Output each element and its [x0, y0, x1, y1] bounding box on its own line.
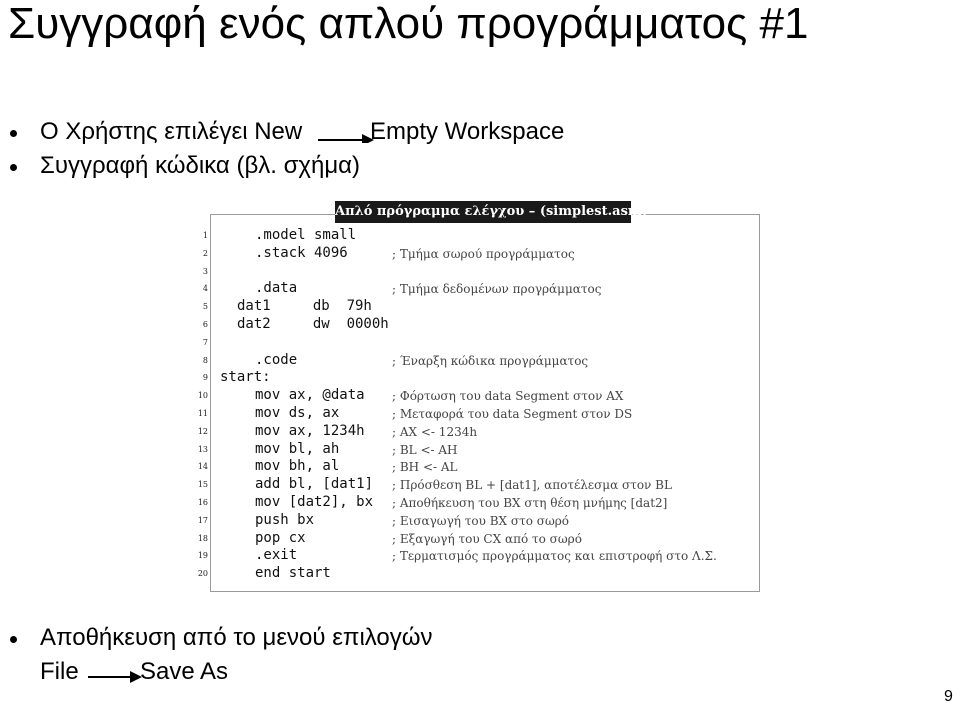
code-line: .stack 4096 — [255, 244, 348, 261]
menu-save-as: Save As — [140, 658, 229, 685]
code-line: mov bl, ah — [255, 440, 340, 457]
code-line: dat2 dw 0000h — [237, 316, 389, 332]
code-line: pop cx — [255, 529, 306, 546]
bullet-target: Empty Workspace — [370, 118, 565, 145]
line-number: 8 — [202, 355, 208, 365]
page-number: 9 — [944, 688, 953, 705]
line-number: 6 — [202, 320, 208, 329]
slide-title: Συγγραφή ενός απλού προγράμματος #1 — [8, 0, 809, 48]
line-number: 14 — [197, 462, 208, 472]
code-comment: ; Εισαγωγή του BX στο σωρό — [392, 513, 570, 528]
line-number: 9 — [202, 373, 208, 383]
arrow-right-icon — [318, 123, 374, 143]
code-line: push bx — [255, 511, 315, 528]
bullet-text: Αποθήκευση από το μενού επιλογών — [40, 624, 433, 651]
line-number: 1 — [202, 231, 208, 240]
line-number: 7 — [202, 337, 208, 347]
line-number: 13 — [197, 444, 208, 454]
code-comment: ; Τμήμα σωρού προγράμματος — [392, 246, 575, 261]
arrow-right-icon — [88, 663, 142, 683]
line-number: 15 — [197, 480, 208, 490]
code-comment: ; Φόρτωση του data Segment στον AX — [392, 389, 624, 404]
line-number: 5 — [202, 302, 208, 312]
figure-title: Απλό πρόγραμμα ελέγχου – (simplest.asm) — [335, 201, 631, 223]
code-line: .exit — [255, 547, 298, 564]
bullet-dot — [10, 164, 17, 171]
line-number: 16 — [197, 498, 208, 507]
code-line: .code — [255, 351, 298, 368]
code-line: mov ax, @data — [255, 387, 365, 404]
code-line: start: — [220, 369, 271, 386]
code-comment: ; AX <- 1234h — [392, 424, 478, 439]
code-line: dat1 db 79h — [237, 298, 372, 315]
code-line: .model small — [255, 227, 357, 243]
code-comment: ; Τερματισμός προγράμματος και επιστροφή στο Λ.Σ. — [392, 549, 717, 564]
line-number: 11 — [197, 409, 208, 418]
bullet-text: Συγγραφή κώδικα (βλ. σχήμα) — [40, 152, 361, 179]
code-line: .data — [255, 280, 298, 297]
code-comment: ; Πρόσθεση BL + [dat1], αποτέλεσμα στον BL — [392, 478, 672, 493]
code-comment: ; BL <- AH — [392, 442, 458, 457]
code-line: mov ds, ax — [255, 405, 340, 421]
code-comment: ; Αποθήκευση του BX στη θέση μνήμης [dat2] — [392, 496, 668, 510]
code-comment: ; Εξαγωγή του CX από το σωρό — [392, 531, 582, 546]
line-number: 20 — [197, 569, 208, 579]
bullet-dot — [10, 130, 17, 137]
bullet-dot — [10, 636, 17, 643]
code-line: add bl, [dat1] — [255, 476, 374, 493]
line-number: 3 — [202, 266, 208, 276]
line-number: 18 — [197, 533, 208, 543]
line-number: 12 — [197, 426, 208, 436]
code-line: end start — [255, 565, 331, 582]
code-line: mov bh, al — [255, 458, 340, 475]
code-line: mov [dat2], bx — [255, 494, 374, 510]
line-number: 10 — [197, 391, 208, 401]
save-path — [40, 657, 229, 687]
menu-file: File — [40, 658, 79, 685]
code-comment: ; BH <- AL — [392, 460, 458, 475]
line-number: 2 — [202, 248, 208, 258]
line-number: 17 — [197, 515, 208, 525]
bullet-text: Ο Χρήστης επιλέγει New — [40, 118, 303, 145]
line-number: 4 — [202, 284, 208, 294]
code-comment: ; Έναρξη κώδικα προγράμματος — [392, 353, 589, 368]
code-comment: ; Τμήμα δεδομένων προγράμματος — [392, 282, 602, 297]
line-number: 19 — [197, 551, 208, 561]
code-comment: ; Μεταφορά του data Segment στον DS — [392, 407, 633, 421]
code-line: mov ax, 1234h — [255, 422, 365, 439]
